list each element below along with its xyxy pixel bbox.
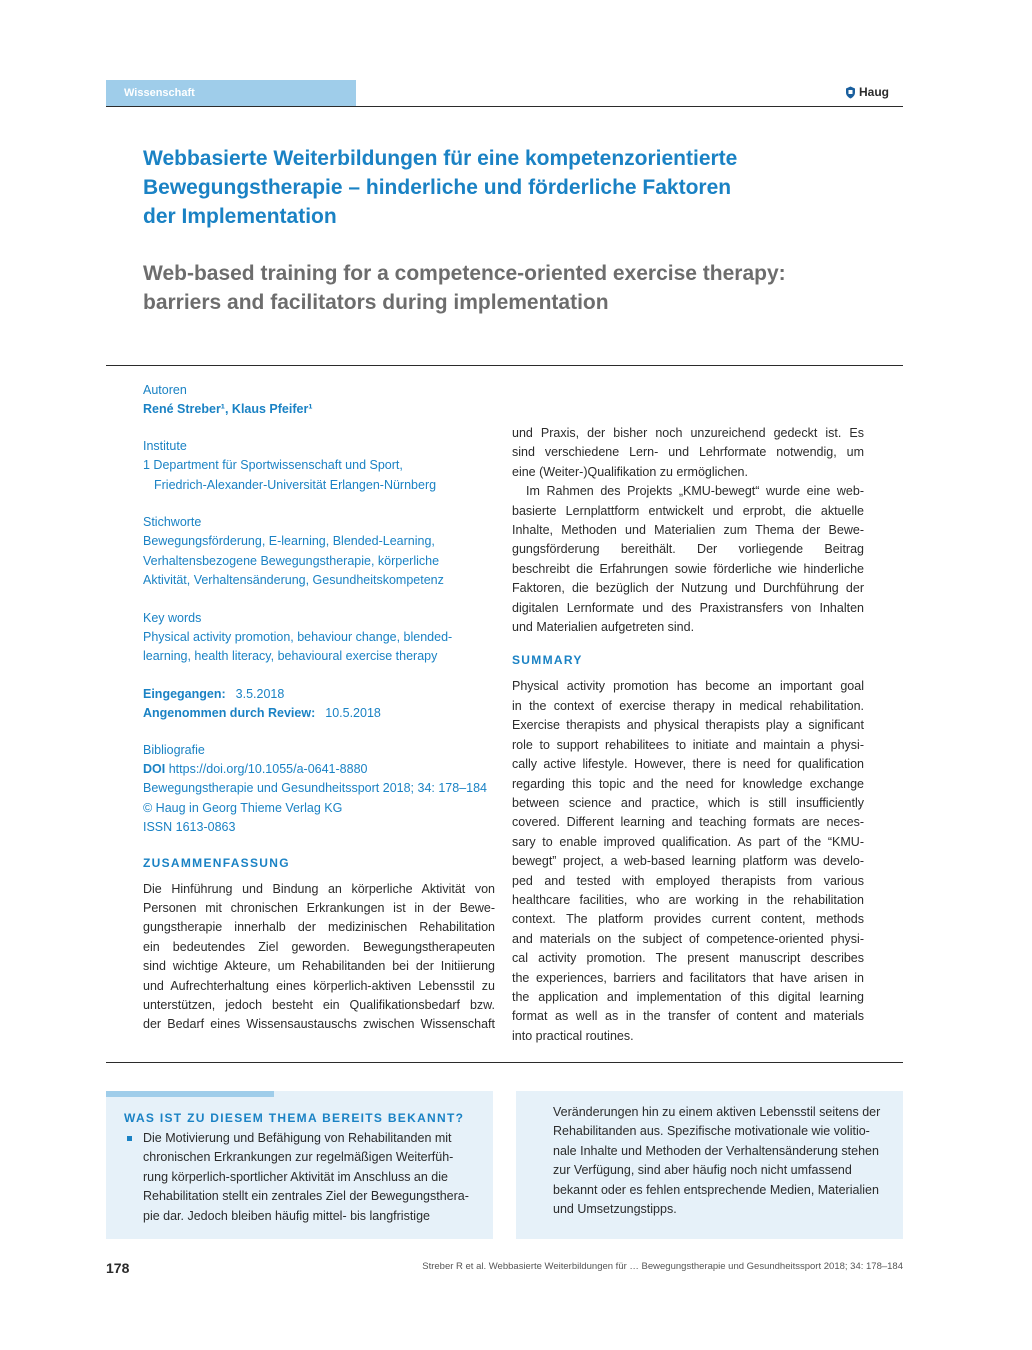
text-line: gungsförderung bereithält. Der vorliegende Beitrag (512, 542, 864, 557)
text-line: und Praxis, der bisher noch unzureichend gedeckt ist. Es (512, 426, 864, 440)
zusammenfassung-text (143, 880, 495, 1035)
publisher-logo (845, 85, 889, 99)
keywords-block (143, 609, 495, 667)
zusammenfassung-heading: ZUSAMMENFASSUNG (143, 855, 290, 870)
text-line: format as well as in the transfer of content and materials (512, 1009, 864, 1024)
right-column (512, 424, 864, 1046)
summary-text (512, 677, 864, 1046)
box-accent (106, 1091, 274, 1097)
known-topic-heading: WAS IST ZU DIESEM THEMA BEREITS BEKANNT? (124, 1111, 465, 1125)
text-line: bekannt oder es fehlen entsprechende Medien, Materialien (553, 1182, 879, 1197)
copyright: © Haug in Georg Thieme Verlag KG (143, 800, 343, 815)
known-topic-text-continued (553, 1103, 887, 1219)
keywords-label: Key words (143, 610, 202, 625)
text-line: Personen mit chronischen Erkrankungen ist in der Bewe- (143, 900, 495, 915)
text-line: the application and implementation of this digital learning (512, 989, 864, 1004)
text-line: role to support rehabilitees to initiate and maintain a physi- (512, 737, 864, 752)
title-german (143, 144, 863, 231)
title-line: Bewegungstherapie – hinderliche und förderliche Faktoren (143, 176, 732, 199)
divider (106, 1062, 903, 1063)
footer-reference: Streber R et al. Webbasierte Weiterbildungen für … Bewegungstherapie und Gesundheitssport 2018; 34: 178–184 (422, 1261, 903, 1272)
text-line: healthcare facilities, who are working in the rehabilitation (512, 892, 864, 907)
bibliografie-label: Bibliografie (143, 742, 205, 757)
text-line: sary to enable improved qualification. As part of the “KMU- (512, 834, 864, 849)
left-column (143, 381, 495, 1035)
text-line: und Umsetzungstipps. (553, 1202, 677, 1217)
text-line: und Materialien aufgetreten sind. (512, 620, 695, 635)
text-line: context. The platform provides current content, methods (512, 912, 864, 927)
text-line: pie dar. Jedoch bleiben häufig mittel- bis langfristige (143, 1208, 430, 1223)
authors-block (143, 381, 495, 419)
text-line: Veränderungen hin zu einem aktiven Lebensstil seitens der (553, 1105, 881, 1119)
authors-label: Autoren (143, 383, 187, 397)
text-line: basierte Lernplattform entwickelt und erprobt, die aktuelle (512, 503, 864, 518)
keywords-line: learning, health literacy, behavioural exercise therapy (143, 649, 438, 663)
text-line: beschreibt die Erfahrungen sowie förderliche wie hinderliche (512, 561, 864, 576)
title-line: Webbasierte Weiterbildungen für eine kompetenzorientierte (143, 147, 738, 170)
text-line: digitalen Lernformate und des Praxistransfers von Inhalten (512, 600, 864, 615)
title-line: der Implementation (143, 205, 337, 228)
institutes-block (143, 437, 495, 495)
issn: ISSN 1613-0863 (143, 820, 236, 834)
text-line: Inhalte, Methoden und Materialien zum Thema der Bewe- (512, 523, 864, 538)
divider (106, 365, 903, 366)
text-line: rung körperlich-sportlicher Aktivität im Anschluss an die (143, 1169, 448, 1184)
title-english (143, 259, 873, 317)
text-line: nale Inhalte und Methoden der Verhaltensänderung stehen (553, 1143, 879, 1158)
text-line: sind verschiedene Lern- und Lehrformate notwendig, um (512, 445, 864, 460)
text-line: eine (Weiter-)Qualifikation zu ermöglichen. (512, 464, 748, 479)
text-line: Im Rahmen des Projekts „KMU-bewegt“ wurde eine web- (526, 484, 864, 499)
institute-line: 1 Department für Sportwissenschaft und Sport, (143, 458, 403, 472)
publisher-logo-icon (845, 86, 856, 99)
text-line: bewegt” project, a web-based learning platform was develo- (512, 854, 864, 869)
title-line: barriers and facilitators during implementation (143, 291, 609, 314)
text-line: Die Hinführung und Bindung an körperliche Aktivität von (143, 881, 495, 896)
citation: Bewegungstherapie und Gesundheitssport 2018; 34: 178–184 (143, 781, 488, 795)
known-topic-box (106, 1091, 493, 1239)
stichworte-line: Bewegungsförderung, E-learning, Blended-Learning, (143, 534, 435, 548)
text-line: cal activity promotion. The present manuscript describes (512, 951, 864, 966)
publisher-name: Haug (859, 85, 889, 99)
known-topic-text (143, 1129, 477, 1226)
received-label: Eingegangen: (143, 686, 226, 701)
text-line: in the context of exercise therapy in medical rehabilitation. (512, 698, 864, 713)
text-line: regarding this topic and the need for knowledge exchange (512, 776, 864, 791)
bullet-icon (127, 1136, 132, 1141)
text-line: gungstherapie innerhalb der medizinischen Rehabilitation (143, 920, 495, 935)
received-row (143, 685, 495, 704)
text-line: unterstützen, jedoch besteht ein Qualifikationsbedarf bzw. (143, 997, 495, 1012)
text-line: between science and practice, which is still insufficiently (512, 795, 864, 810)
keywords-line: Physical activity promotion, behaviour change, blended- (143, 629, 453, 644)
stichworte-line: Aktivität, Verhaltensänderung, Gesundheitskompetenz (143, 573, 444, 587)
text-line: covered. Different learning and teaching formats are neces- (512, 815, 864, 830)
institute-line: Friedrich-Alexander-Universität Erlangen-Nürnberg (154, 477, 437, 492)
doi-row (143, 760, 495, 780)
text-line: Rehabilitanden aus. Spezifische motivationale wie volitio- (553, 1124, 870, 1139)
authors: René Streber¹, Klaus Pfeifer¹ (143, 402, 313, 416)
text-line: Exercise therapists and physical therapists play a significant (512, 718, 864, 733)
page-number: 178 (106, 1260, 130, 1276)
accepted-date: 10.5.2018 (325, 705, 381, 720)
text-line: der Bedarf eines Wissensaustauschs zwischen Wissenschaft (143, 1017, 495, 1032)
text-line: cally active lifestyle. However, there is need for qualification (512, 757, 864, 772)
stichworte-line: Verhaltensbezogene Bewegungstherapie, körperliche (143, 553, 440, 568)
text-line: Physical activity promotion has become an important goal (512, 679, 864, 694)
doi-label: DOI (143, 761, 166, 776)
institutes-label: Institute (143, 439, 187, 453)
stichworte-block (143, 513, 495, 591)
accepted-label: Angenommen durch Review: (143, 705, 316, 720)
text-line: ped and tested with employed therapists from various (512, 873, 864, 888)
text-line: Faktoren, die bezüglich der Nutzung und Durchführung der (512, 581, 864, 596)
text-line: Rehabilitation stellt ein zentrales Ziel der Bewegungsthera- (143, 1189, 469, 1204)
text-line: zur Verfügung, sind aber häufig noch nicht umfassend (553, 1163, 852, 1178)
bibliografie-block (143, 741, 495, 838)
text-line: and materials on the subject of competence-oriented physi- (512, 931, 864, 946)
text-line: the experiences, barriers and facilitators that have arisen in (512, 970, 864, 985)
text-line: ein bedeutendes Ziel geworden. Bewegungstherapeuten (143, 939, 495, 954)
text-line: Die Motivierung und Befähigung von Rehabilitanden mit (143, 1131, 452, 1145)
text-line: und Aufrechterhaltung eines körperlich-aktiven Lebensstil zu (143, 978, 495, 993)
text-line: into practical routines. (512, 1028, 634, 1043)
section-label: Wissenschaft (106, 80, 356, 106)
dates-block (143, 685, 495, 723)
known-topic-box-continued (516, 1091, 903, 1239)
received-date: 3.5.2018 (235, 686, 285, 701)
summary-heading: SUMMARY (512, 653, 583, 668)
doi-link[interactable]: https://doi.org/10.1055/a-0641-8880 (168, 761, 368, 776)
accepted-row (143, 704, 495, 723)
header-bar (106, 80, 903, 107)
text-line: chronischen Erkrankungen zur regelmäßigen Weiterfüh- (143, 1150, 454, 1165)
text-line: sind wichtige Akteure, um Rehabilitanden bei der Initiierung (143, 959, 495, 974)
stichworte-label: Stichworte (143, 515, 202, 529)
title-line: Web-based training for a competence-oriented exercise therapy: (143, 262, 786, 285)
